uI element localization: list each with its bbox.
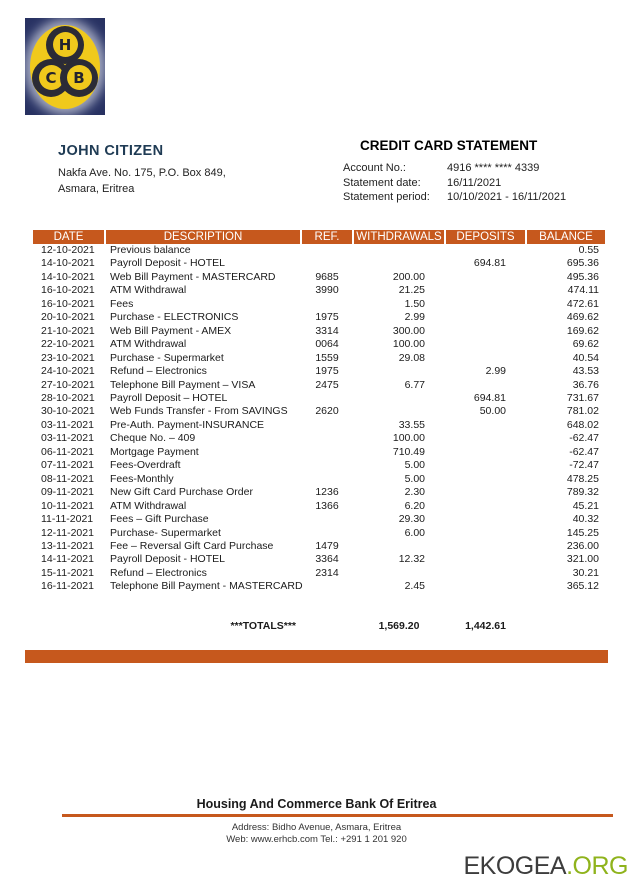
cell-date: 07-11-2021 (41, 459, 94, 472)
table-row (33, 298, 607, 311)
cell-ref: 2620 (315, 405, 339, 418)
cell-wd: 100.00 (392, 432, 425, 445)
cell-desc: Payroll Deposit – HOTEL (110, 391, 228, 404)
cell-date: 24-10-2021 (41, 365, 95, 378)
cell-date: 27-10-2021 (41, 378, 95, 391)
table-row (33, 338, 607, 351)
totals-withdrawals: 1,569.20 (378, 619, 420, 632)
cell-date: 09-11-2021 (41, 486, 94, 499)
cell-wd: 6.00 (404, 526, 425, 539)
logo-letter-b: B (67, 65, 92, 90)
cell-bal: 365.12 (566, 580, 599, 593)
cell-date: 30-10-2021 (41, 405, 95, 418)
cell-desc: Fees-Monthly (110, 472, 174, 485)
cell-bal: 0.55 (578, 244, 599, 256)
customer-name: JOHN CITIZEN (58, 143, 164, 159)
logo-letter-c: C (39, 65, 64, 90)
table-row (33, 553, 607, 566)
totals-row (33, 620, 607, 633)
transactions-table (33, 230, 607, 633)
table-row (33, 459, 607, 472)
table-header-row (33, 230, 607, 244)
cell-wd: 2.30 (404, 486, 425, 499)
cell-date: 08-11-2021 (41, 472, 94, 485)
cell-date: 14-10-2021 (41, 270, 95, 283)
cell-desc: ATM Withdrawal (110, 499, 187, 512)
cell-desc: ATM Withdrawal (110, 284, 187, 297)
cell-bal: 695.36 (566, 257, 599, 270)
cell-ref: 3314 (315, 324, 339, 337)
table-row (33, 500, 607, 513)
cell-desc: Web Funds Transfer - From SAVINGS (110, 405, 288, 418)
table-row (33, 325, 607, 338)
cell-date: 03-11-2021 (41, 418, 94, 431)
cell-desc: Payroll Deposit - HOTEL (110, 257, 225, 270)
cell-bal: 731.67 (566, 391, 599, 404)
cell-dep: 2.99 (485, 365, 506, 378)
watermark-suffix: .ORG (566, 852, 628, 880)
cell-date: 03-11-2021 (41, 432, 94, 445)
cell-bal: 30.21 (572, 566, 599, 579)
cell-date: 14-10-2021 (41, 257, 95, 270)
statement-date-label: Statement date: (343, 176, 421, 189)
cell-date: 20-10-2021 (41, 311, 95, 324)
cell-desc: Fees – Gift Purchase (110, 513, 209, 526)
cell-bal: 43.53 (572, 365, 599, 378)
cell-bal: 40.32 (572, 513, 599, 526)
cell-ref: 1366 (315, 499, 339, 512)
cell-bal: 236.00 (566, 539, 599, 552)
footer-bank-name: Housing And Commerce Bank Of Eritrea (196, 797, 437, 811)
table-row (33, 257, 607, 270)
cell-bal: 469.62 (566, 311, 599, 324)
cell-wd: 12.32 (398, 553, 425, 566)
cell-desc: Telephone Bill Payment - MASTERCARD (110, 580, 303, 593)
statement-period-value: 10/10/2021 - 16/11/2021 (447, 191, 567, 203)
table-row (33, 271, 607, 284)
cell-desc: New Gift Card Purchase Order (110, 486, 253, 499)
column-header-date: DATE (33, 230, 104, 244)
cell-wd: 21.25 (398, 284, 425, 297)
cell-bal: 648.02 (566, 418, 599, 431)
cell-bal: -62.47 (569, 432, 599, 445)
footer-divider-line (62, 814, 613, 817)
watermark-brand: EKOGEA (463, 852, 567, 880)
table-row (33, 365, 607, 378)
logo-petal-h (46, 26, 84, 64)
cell-desc: Web Bill Payment - AMEX (110, 324, 232, 337)
cell-wd: 29.30 (398, 513, 425, 526)
cell-dep: 50.00 (479, 405, 506, 418)
cell-bal: 478.25 (566, 472, 599, 485)
bank-logo-emblem (30, 25, 100, 109)
column-header-deposits: DEPOSITS (446, 230, 525, 244)
table-row (33, 311, 607, 324)
cell-bal: 472.61 (566, 297, 599, 310)
cell-desc: Telephone Bill Payment – VISA (110, 378, 256, 391)
cell-date: 16-11-2021 (41, 580, 94, 593)
statement-field-date (343, 176, 613, 191)
cell-desc: Web Bill Payment - MASTERCARD (110, 270, 276, 283)
cell-wd: 200.00 (392, 270, 425, 283)
cell-bal: 40.54 (572, 351, 599, 364)
cell-bal: 45.21 (572, 499, 599, 512)
cell-ref: 3364 (315, 553, 339, 566)
cell-bal: 474.11 (567, 284, 599, 297)
cell-date: 16-10-2021 (41, 284, 95, 297)
cell-bal: 321.00 (566, 553, 599, 566)
customer-address-line2: Asmara, Eritrea (58, 183, 135, 195)
cell-bal: -72.47 (569, 459, 599, 472)
cell-desc: Purchase - ELECTRONICS (110, 311, 239, 324)
cell-date: 21-10-2021 (41, 324, 95, 337)
table-row (33, 392, 607, 405)
cell-bal: 169.62 (566, 324, 599, 337)
cell-ref: 9685 (315, 270, 339, 283)
cell-desc: Fee – Reversal Gift Card Purchase (110, 539, 274, 552)
table-row (33, 486, 607, 499)
cell-desc: Fees (110, 297, 134, 310)
cell-ref: 3990 (315, 284, 339, 297)
cell-desc: Refund – Electronics (110, 365, 207, 378)
table-row (33, 540, 607, 553)
table-row (33, 352, 607, 365)
account-no-value: 4916 **** **** 4339 (447, 162, 540, 174)
column-header-balance: BALANCE (527, 230, 605, 244)
footer-address: Address: Bidho Avenue, Asmara, Eritrea (231, 822, 402, 833)
table-row (33, 513, 607, 526)
cell-ref: 1975 (315, 365, 339, 378)
table-row (33, 446, 607, 459)
cell-wd: 6.77 (404, 378, 425, 391)
cell-desc: Refund – Electronics (110, 566, 207, 579)
cell-ref: 0064 (315, 338, 339, 351)
cell-date: 06-11-2021 (41, 445, 94, 458)
cell-date: 28-10-2021 (41, 391, 95, 404)
table-row (33, 419, 607, 432)
cell-wd: 5.00 (404, 472, 425, 485)
column-header-ref: REF. (302, 230, 352, 244)
table-row (33, 284, 607, 297)
cell-desc: Previous balance (110, 244, 191, 256)
account-no-label: Account No.: (343, 162, 406, 174)
cell-wd: 6.20 (404, 499, 425, 512)
cell-desc: Purchase - Supermarket (110, 351, 224, 364)
cell-desc: Fees-Overdraft (110, 459, 181, 472)
statement-field-period (343, 190, 613, 205)
cell-wd: 5.00 (404, 459, 425, 472)
cell-date: 15-11-2021 (41, 566, 94, 579)
logo-petal-b (60, 59, 98, 97)
statement-info-block (343, 138, 613, 205)
column-header-description: DESCRIPTION (106, 230, 300, 244)
cell-desc: Cheque No. – 409 (110, 432, 196, 445)
cell-bal: 145.25 (566, 526, 599, 539)
cell-wd: 710.49 (392, 445, 425, 458)
cell-wd: 300.00 (392, 324, 425, 337)
cell-dep: 694.81 (473, 257, 506, 270)
cell-date: 13-11-2021 (41, 539, 94, 552)
cell-wd: 1.50 (404, 297, 425, 310)
table-row (33, 432, 607, 445)
cell-desc: Mortgage Payment (110, 445, 199, 458)
cell-date: 23-10-2021 (41, 351, 95, 364)
cell-date: 12-11-2021 (41, 526, 94, 539)
section-divider-bar (25, 650, 608, 663)
cell-ref: 1236 (315, 486, 339, 499)
cell-ref: 2314 (315, 566, 339, 579)
cell-ref: 1975 (315, 311, 339, 324)
table-row (33, 405, 607, 418)
customer-address-line1: Nakfa Ave. No. 175, P.O. Box 849, (58, 167, 226, 179)
cell-bal: 789.32 (566, 486, 599, 499)
cell-wd: 2.99 (404, 311, 425, 324)
cell-date: 10-11-2021 (41, 499, 94, 512)
totals-label: ***TOTALS*** (230, 619, 296, 632)
cell-wd: 33.55 (398, 418, 425, 431)
cell-bal: 69.62 (572, 338, 599, 351)
customer-block (58, 143, 226, 197)
table-body (33, 244, 607, 594)
cell-date: 12-10-2021 (41, 244, 95, 256)
cell-ref: 2475 (315, 378, 339, 391)
column-header-withdrawals: WITHDRAWALS (354, 230, 444, 244)
cell-desc: Purchase- Supermarket (110, 526, 221, 539)
cell-bal: 781.02 (566, 405, 599, 418)
cell-date: 11-11-2021 (41, 513, 94, 526)
cell-desc: Payroll Deposit - HOTEL (110, 553, 225, 566)
cell-dep: 694.81 (473, 391, 506, 404)
cell-date: 22-10-2021 (41, 338, 95, 351)
cell-bal: 495.36 (566, 270, 599, 283)
footer-web-tel: Web: www.erhcb.com Tel.: +291 1 201 920 (226, 834, 407, 845)
table-row (33, 379, 607, 392)
cell-desc: ATM Withdrawal (110, 338, 187, 351)
table-row (33, 567, 607, 580)
cell-bal: 36.76 (572, 378, 599, 391)
statement-title: CREDIT CARD STATEMENT (360, 138, 538, 153)
cell-wd: 100.00 (392, 338, 425, 351)
cell-bal: -62.47 (569, 445, 599, 458)
cell-wd: 2.45 (404, 580, 425, 593)
logo-letter-h: H (53, 32, 78, 57)
table-row (33, 580, 607, 593)
cell-wd: 29.08 (398, 351, 425, 364)
cell-date: 16-10-2021 (41, 297, 95, 310)
cell-date: 14-11-2021 (41, 553, 94, 566)
table-row (33, 473, 607, 486)
cell-desc: Pre-Auth. Payment-INSURANCE (110, 418, 265, 431)
customer-address (58, 165, 226, 197)
cell-ref: 1559 (315, 351, 339, 364)
table-row (33, 244, 607, 257)
statement-period-label: Statement period: (343, 191, 430, 203)
bank-logo (25, 18, 105, 115)
cell-ref: 1479 (315, 539, 339, 552)
table-row (33, 527, 607, 540)
statement-date-value: 16/11/2021 (447, 176, 502, 189)
watermark (464, 852, 629, 881)
totals-deposits: 1,442.61 (465, 619, 506, 632)
statement-field-account (343, 161, 613, 176)
